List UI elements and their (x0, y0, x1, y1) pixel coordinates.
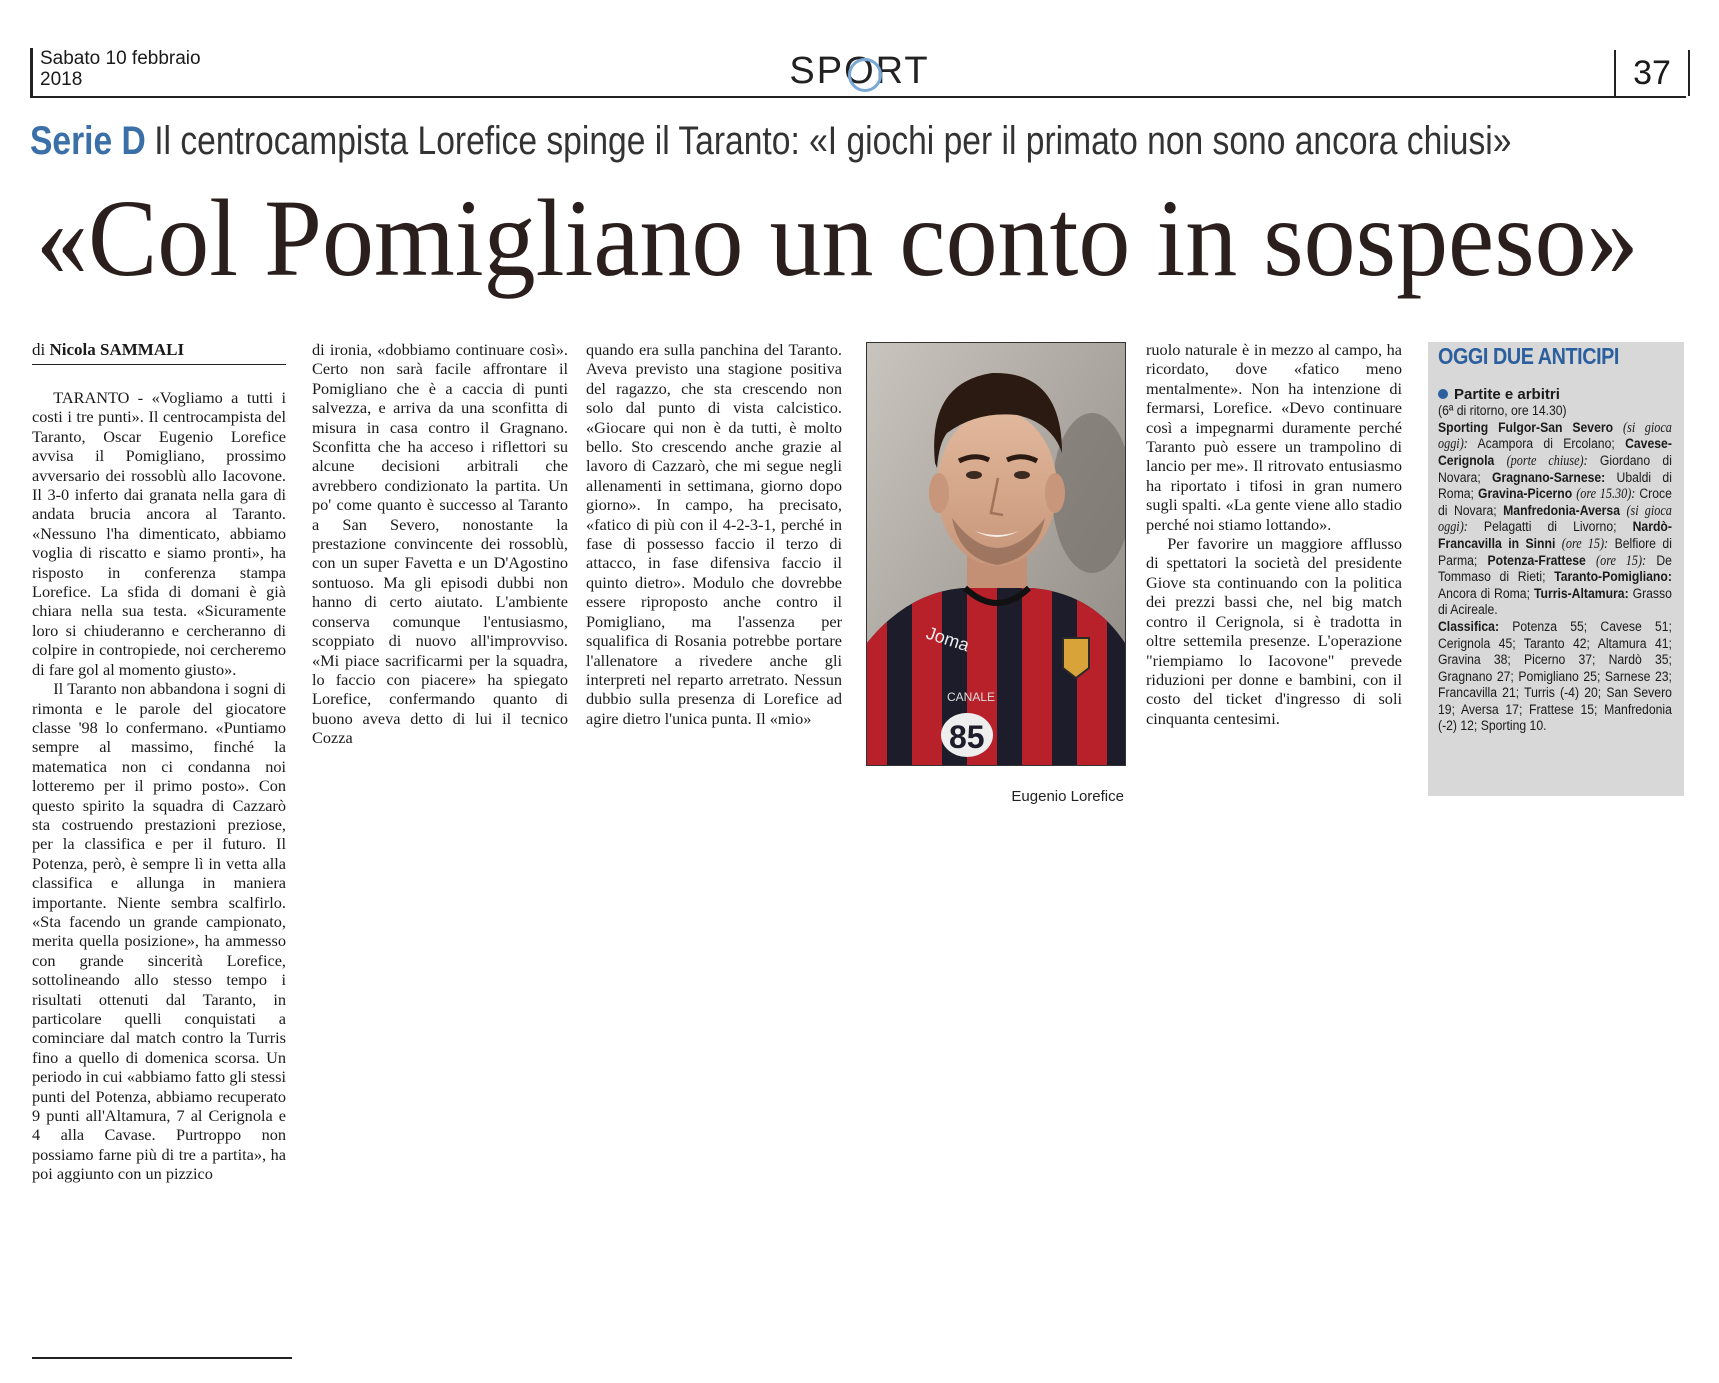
jersey-brand: Joma (923, 622, 972, 656)
match-referee: Belfiore di Parma; (1438, 535, 1672, 569)
paragraph: Il Taranto non abbandona i sogni di rimonta e le parole del giocatore classe '98 lo confermano. «Puntiamo sempre al massimo, finché la matematica non ci condanna noi lotteremo per il primo posto». Con questo spirito la squadra di Cazzarò sta costruendo prestazioni preziose, per la classifica e per il futuro. Il Potenza, però, è sempre lì in vetta alla classifica e allunga in maniera importante. Niente sembra scalfirlo. «Sta facendo un grande campionato, merita quella posizione», ha ammesso con grande sincerità Lorefice, sottolineando allo stesso tempo i risultati ottenuti dal Taranto, in particolare quelli conquistati a cominciare dal match contro la Turris fino a quello di domenica scorsa. Un periodo in cui «abbiamo fatto gli stessi punti del Potenza, abbiamo recuperato 9 punti all'Altamura, 7 al Cerignola e 4 alla Cavase. Purtroppo non possiamo farne più di tre a partita», ha poi aggiunto con un pizzico (32, 679, 286, 1184)
sidebar-heading-text: Partite e arbitri (1454, 385, 1560, 403)
sidebar-subheading: (6ª di ritorno, ore 14.30) (1438, 403, 1567, 420)
column-2 (312, 340, 568, 748)
match-referee: De Tommaso di Rieti; (1438, 552, 1672, 586)
match-note: (ore 15): (1596, 552, 1647, 569)
sidebar-box (1428, 342, 1684, 796)
match-referee: Ubaldi di Roma; (1438, 469, 1672, 503)
match-referee: Pelagatti di Livorno; (1483, 519, 1617, 536)
byline (32, 340, 286, 365)
column-1 (32, 388, 286, 1184)
match-teams: Sporting Fulgor-San Severo (1438, 419, 1614, 436)
header-rule (30, 96, 1686, 98)
bullet-icon (1438, 389, 1448, 399)
match-referee: Giordano di Novara; (1438, 452, 1672, 486)
player-photo (866, 342, 1126, 766)
kicker (30, 114, 1512, 168)
kicker-tag: Serie D (30, 119, 146, 163)
jersey-sponsor: CANALE (947, 690, 996, 704)
paragraph: ruolo naturale è in mezzo al campo, ha ricordato, dove «fatico meno mentalmente». Non ha intenzione di fermarsi, Lorefice. «Devo continuare così a impegnarmi duramente perché Taranto può essere un trampolino di lancio per me». Il ritrovato entusiasmo ha riportato i tifosi in gran numero sugli spalti. «La gente viene allo stadio perché noi stiamo lottando». (1146, 340, 1402, 534)
match-note: (ore 15): (1561, 535, 1609, 552)
match-teams: Turris-Altamura: (1533, 585, 1629, 602)
column-4 (1146, 340, 1402, 728)
column-end-rule (32, 1357, 292, 1359)
match-teams: Taranto-Pomigliano: (1554, 569, 1672, 586)
section-title-part1: SP (789, 50, 845, 92)
kicker-text: Il centrocampista Lorefice spinge il Taranto: «I giochi per il primato non sono ancora chiusi» (154, 119, 1512, 163)
paragraph: Per favorire un maggiore afflusso di spettatori la società del presidente Giove sta continuando con la politica dei prezzi bassi che, nel big match contro il Cerignola, si è tradotta in oltre settemila presenze. L'operazione "riempiamo lo Iacovone" prevede riduzioni per donne e bambini, con il costo del ticket d'ingresso di soli cinquanta centesimi. (1146, 534, 1402, 728)
page-number: 37 (1614, 50, 1690, 96)
date-line1: Sabato 10 febbraio (40, 48, 201, 69)
section-logo-o: O (844, 50, 876, 92)
paragraph: TARANTO - «Vogliamo a tutti i costi i tre punti». Il centrocampista del Taranto, Oscar Eugenio Lorefice avvisa il Pomigliano, prossimo avversario dei rossoblù allo Iacovone. Il 3-0 inferto dai granata nella gara di andata brucia ancora al Taranto. «Nessuno l'ha dimenticato, abbiamo voglia di riscatto e siamo pronti», ha risposto in conferenza stampa Lorefice. La sfida di domani è già chiara nella sua testa. «Sicuramente loro si chiuderanno e cercheranno di colpire in contropiede, noi cercheremo di fare gol al momento giusto». (32, 388, 286, 679)
match-referee: Acampora di Ercolano; (1477, 436, 1615, 453)
match-note: (ore 15.30): (1576, 486, 1636, 503)
match-referee: Ancora di Roma; (1438, 585, 1530, 602)
section-title (0, 50, 1719, 93)
standings-text: Potenza 55; Cavese 51; Cerignola 45; Taranto 42; Altamura 41; Gravina 38; Picerno 37; Nardò 35; Gragnano 27; Pomigliano 25; Sarnese 23; Francavilla 21; Turris (-4) 20; San Severo 19; Aversa 17; Frattese 15; Manfredonia (-2) 12; Sporting 10. (1438, 618, 1672, 735)
headline: «Col Pomigliano un conto in sospeso» (36, 177, 1639, 299)
section-title-part2: RT (875, 50, 930, 92)
sidebar-heading (1438, 387, 1674, 404)
player-photo-illustration (867, 343, 1125, 765)
byline-author: Nicola SAMMALI (49, 340, 185, 359)
paragraph: quando era sulla panchina del Taranto. Aveva previsto una stagione positiva del ragazzo, che sta crescendo non solo dal punto di vista calcistico. «Giocare qui non è da tutti, è molto bello. Sto crescendo anche grazie al lavoro di Cazzarò, che mi segue negli allenamenti in settimana, giorno dopo giorno». In campo, ha precisato, «fatico di più con il 4-2-3-1, perché in fase di possesso faccio il terzo di attacco, in fase difensiva faccio il quinto dietro». Modulo che dovrebbe essere riproposto anche contro il Pomigliano, ma l'assenza per squalifica di Rosania potrebbe portare l'allenatore a rivedere anche gli interpreti nel reparto arretrato. Nessun dubbio sulla presenza di Lorefice ad agire dietro l'unica punta. Il «mio» (586, 340, 842, 728)
match-teams: Gravina-Picerno (1477, 486, 1573, 503)
paragraph: di ironia, «dobbiamo continuare così». Certo non sarà facile affrontare il Pomigliano che è a caccia di punti salvezza, e arriva da una sconfitta di misura in casa contro il Gragnano. Sconfitta che ha acceso i riflettori su alcune decisioni arbitrali che avrebbero condizionato la partita. Un po' come quanto è successo al Taranto a San Severo, nonostante la prestazione convincente dei rossoblù, con un super Favetta e un D'Agostino sontuoso. Ma gli episodi dubbi non hanno di certo aiutato. L'ambiente conserva comunque l'entusiasmo, scoppiato di nuovo all'improvviso. «Mi piace sacrificarmi per la squadra, lo faccio con piacere» ha spiegato Lorefice, confermando quanto di buono aveva detto di lui il tecnico Cozza (312, 340, 568, 748)
match-note: (porte chiuse): (1506, 452, 1588, 469)
byline-prefix: di (32, 340, 46, 359)
match-referee: Croce di Novara; (1438, 486, 1672, 519)
sidebar-title: OGGI DUE ANTICIPI (1438, 343, 1619, 369)
match-list (1438, 420, 1672, 619)
match-teams: Gragnano-Sarnese: (1492, 469, 1606, 486)
standings-label: Classifica: (1438, 618, 1500, 635)
match-note: (si gioca oggi): (1438, 419, 1672, 453)
jersey-number: 85 (949, 719, 985, 755)
sidebar-body (1438, 403, 1672, 735)
match-referee: Grasso di Acireale. (1438, 585, 1672, 619)
photo-caption: Eugenio Lorefice (1011, 788, 1124, 805)
match-note: (si gioca oggi): (1438, 502, 1672, 536)
match-teams: Cavese-Cerignola (1438, 436, 1672, 469)
date-line2: 2018 (40, 69, 83, 90)
match-teams: Nardò-Francavilla in Sinni (1438, 519, 1672, 552)
match-teams: Potenza-Frattese (1487, 552, 1586, 569)
standings (1438, 619, 1672, 735)
match-teams: Manfredonia-Aversa (1503, 502, 1620, 519)
column-3 (586, 340, 842, 728)
